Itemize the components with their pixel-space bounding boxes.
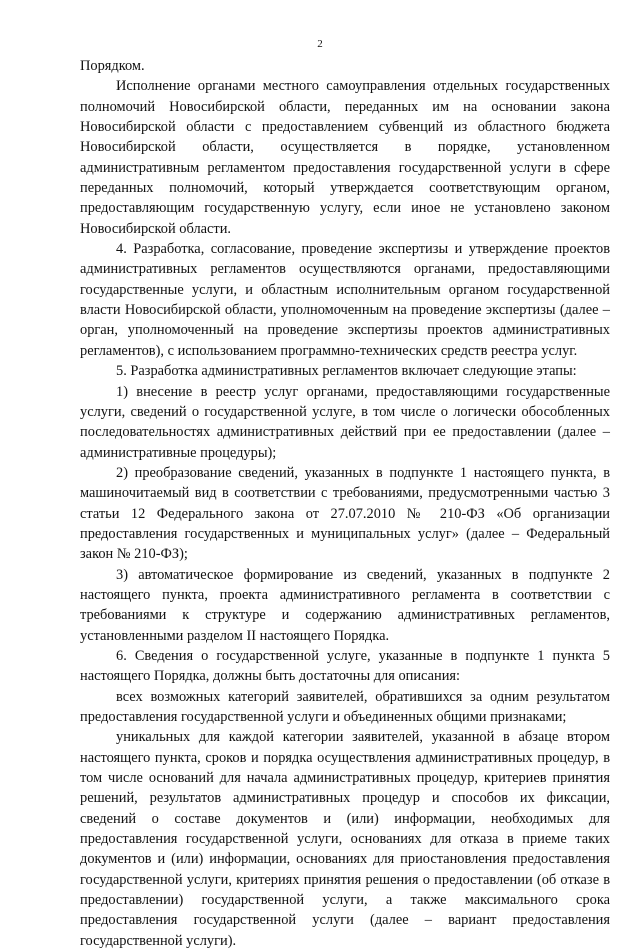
paragraph: 5. Разработка административных регламентов включает следующие этапы: bbox=[116, 363, 577, 380]
document-body bbox=[80, 56, 610, 951]
paragraph: 6. Сведения о государственной услуге, указанные в подпункте 1 пункта 5 настоящего Порядка, должны быть достаточны для описания: bbox=[80, 647, 610, 685]
paragraph: 1) внесение в реестр услуг органами, предоставляющими государственные услуги, сведений о государственной услуге, в том числе о логически обособленных последовательностях административных действий при ее предоставлении (далее – административные процедуры); bbox=[80, 383, 610, 461]
page-number: 2 bbox=[317, 38, 323, 50]
paragraph: всех возможных категорий заявителей, обратившихся за одним результатом предоставления государственной услуги и объединенных общими признаками; bbox=[80, 688, 610, 725]
paragraph: 3) автоматическое формирование из сведений, указанных в подпункте 2 настоящего пункта, проекта административного регламента в соответствии с требованиями к структуре и содержанию административных регламентов, установленными разделом II настоящего Порядка. bbox=[80, 566, 610, 644]
paragraph: Исполнение органами местного самоуправления отдельных государственных полномочий Новосибирской области, переданных им на основании закона Новосибирской области с предоставлением субвенций из областного бюджета Новосибирской области, осуществляется в порядке, установленном административным регламентом предоставления государственной услуги в сфере переданных полномочий, который утверждается соответствующим органом, предоставляющим государственную услугу, если иное не установлено законом Новосибирской области. bbox=[80, 78, 610, 237]
paragraph: 2) преобразование сведений, указанных в подпункте 1 настоящего пункта, в машиночитаемый вид в соответствии с требованиями, предусмотренными частью 3 статьи 12 Федерального закона от 27.07.2010 № 210-ФЗ «Об организации предоставления государственных и муниципальных услуг» (далее – Федеральный закон № 210-ФЗ); bbox=[80, 464, 610, 563]
paragraph: 4. Разработка, согласование, проведение экспертизы и утверждение проектов административных регламентов осуществляются органами, предоставляющими государственные услуги, и областным исполнительным органом государственной власти Новосибирской области, уполномоченным на проведение экспертизы (далее – орган, уполномоченный на проведение экспертизы проектов административных регламентов), с использованием программно-технических средств реестра услуг. bbox=[80, 241, 610, 359]
paragraph: уникальных для каждой категории заявителей, указанной в абзаце втором настоящего пункта, сроков и порядка осуществления административных процедур, в том числе оснований для начала административных процедур, критериев принятия решений, результатов административных процедур и способов их фиксации, сведений о составе документов и (или) информации, необходимых для предоставления государственной услуги, основаниях для отказа в приеме таких документов и (или) информации, основаниях для приостановления предоставления государственной услуги, критериях принятия решения о предоставлении (об отказе в предоставлении) государственной услуги, а также максимального срока предоставления государственной услуги (далее – вариант предоставления государственной услуги). bbox=[80, 729, 610, 949]
paragraph: Порядком. bbox=[80, 58, 145, 74]
